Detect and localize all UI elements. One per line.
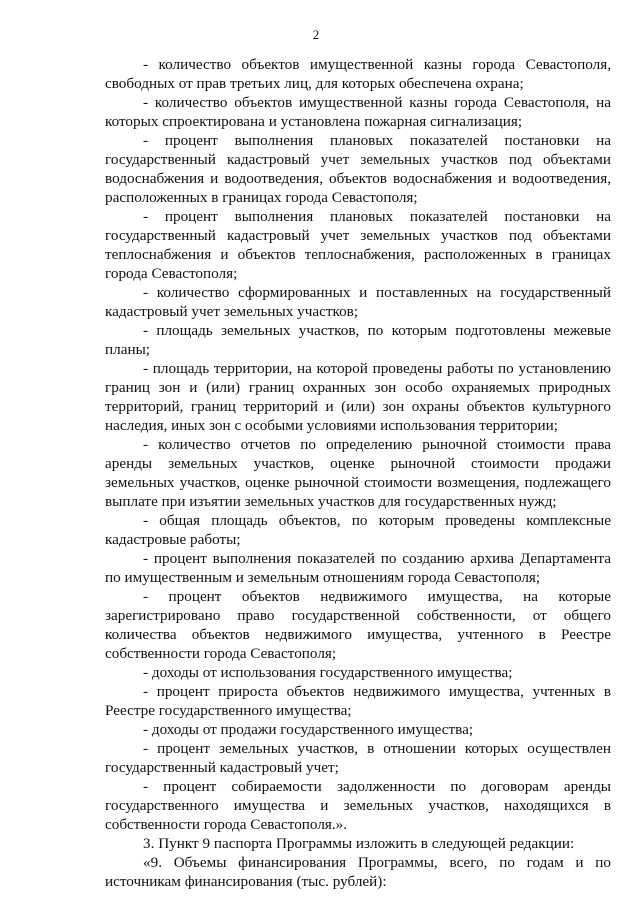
list-item-registered-property-share: - процент объектов недвижимого имущества, на которые зарегистрировано право государственной собственности, от общего количества объектов недвижимого имущества, учтенного в Реестре собственности города Севастополя; — [105, 588, 611, 662]
item-9-financing-heading: «9. Объемы финансирования Программы, всего, по годам и по источникам финансирования (тыс. рублей): — [105, 854, 611, 890]
list-item-debt-collection: - процент собираемости задолженности по договорам аренды государственного имущества и земельных участков, находящихся в собственности города Севастополя.». — [105, 778, 611, 833]
section-3-paragraph: 3. Пункт 9 паспорта Программы изложить в следующей редакции: — [143, 835, 575, 852]
list-item-property-use-income: - доходы от использования государственного имущества; — [143, 664, 513, 681]
list-item-complex-cadastral-works: - общая площадь объектов, по которым проведены комплексные кадастровые работы; — [105, 512, 611, 548]
list-item-guarded-treasury-objects: - количество объектов имущественной казны города Севастополя, свободных от прав третьих лиц, для которых обеспечена охрана; — [105, 56, 611, 92]
list-item-boundary-plans-area: - площадь земельных участков, по которым подготовлены межевые планы; — [105, 322, 611, 358]
list-item-fire-alarm-objects: - количество объектов имущественной казны города Севастополя, на которых спроектирована и установлена пожарная сигнализация; — [105, 94, 611, 130]
list-item-property-growth: - процент прироста объектов недвижимого имущества, учтенных в Реестре государственного имущества; — [105, 683, 611, 719]
list-item-valuation-reports: - количество отчетов по определению рыночной стоимости права аренды земельных участков, оценке рыночной стоимости продажи земельных участков, оценке рыночной стоимости возмещения, подлежащего выплате при изъятии земельных участков для государственных нужд; — [105, 436, 611, 510]
list-item-heat-supply-cadastral: - процент выполнения плановых показателей постановки на государственный кадастровый учет земельных участков под объектами теплоснабжения и объектов теплоснабжения, расположенных в границах города Севастополя; — [105, 208, 611, 282]
list-item-zone-boundaries-area: - площадь территории, на которой проведены работы по установлению границ зон и (или) границ охранных зон особо охраняемых природных территорий, границ территорий и (или) зон охраны объектов культурного наследия, иных зон с особыми условиями использования территории; — [105, 360, 611, 434]
document-body — [105, 55, 611, 891]
list-item-cadastral-registered-plots: - процент земельных участков, в отношении которых осуществлен государственный кадастровый учет; — [105, 740, 611, 776]
list-item-water-supply-cadastral: - процент выполнения плановых показателей постановки на государственный кадастровый учет земельных участков под объектами водоснабжения и водоотведения, объектов водоснабжения и водоотведения, расположенных в границах города Севастополя; — [105, 132, 611, 206]
page-number: 2 — [312, 27, 320, 42]
list-item-archive-creation: - процент выполнения показателей по созданию архива Департамента по имущественным и земельным отношениям города Севастополя; — [105, 550, 611, 586]
list-item-registered-land-plots: - количество сформированных и поставленных на государственный кадастровый учет земельных участков; — [105, 284, 611, 320]
list-item-property-sale-income: - доходы от продажи государственного имущества; — [143, 721, 474, 738]
